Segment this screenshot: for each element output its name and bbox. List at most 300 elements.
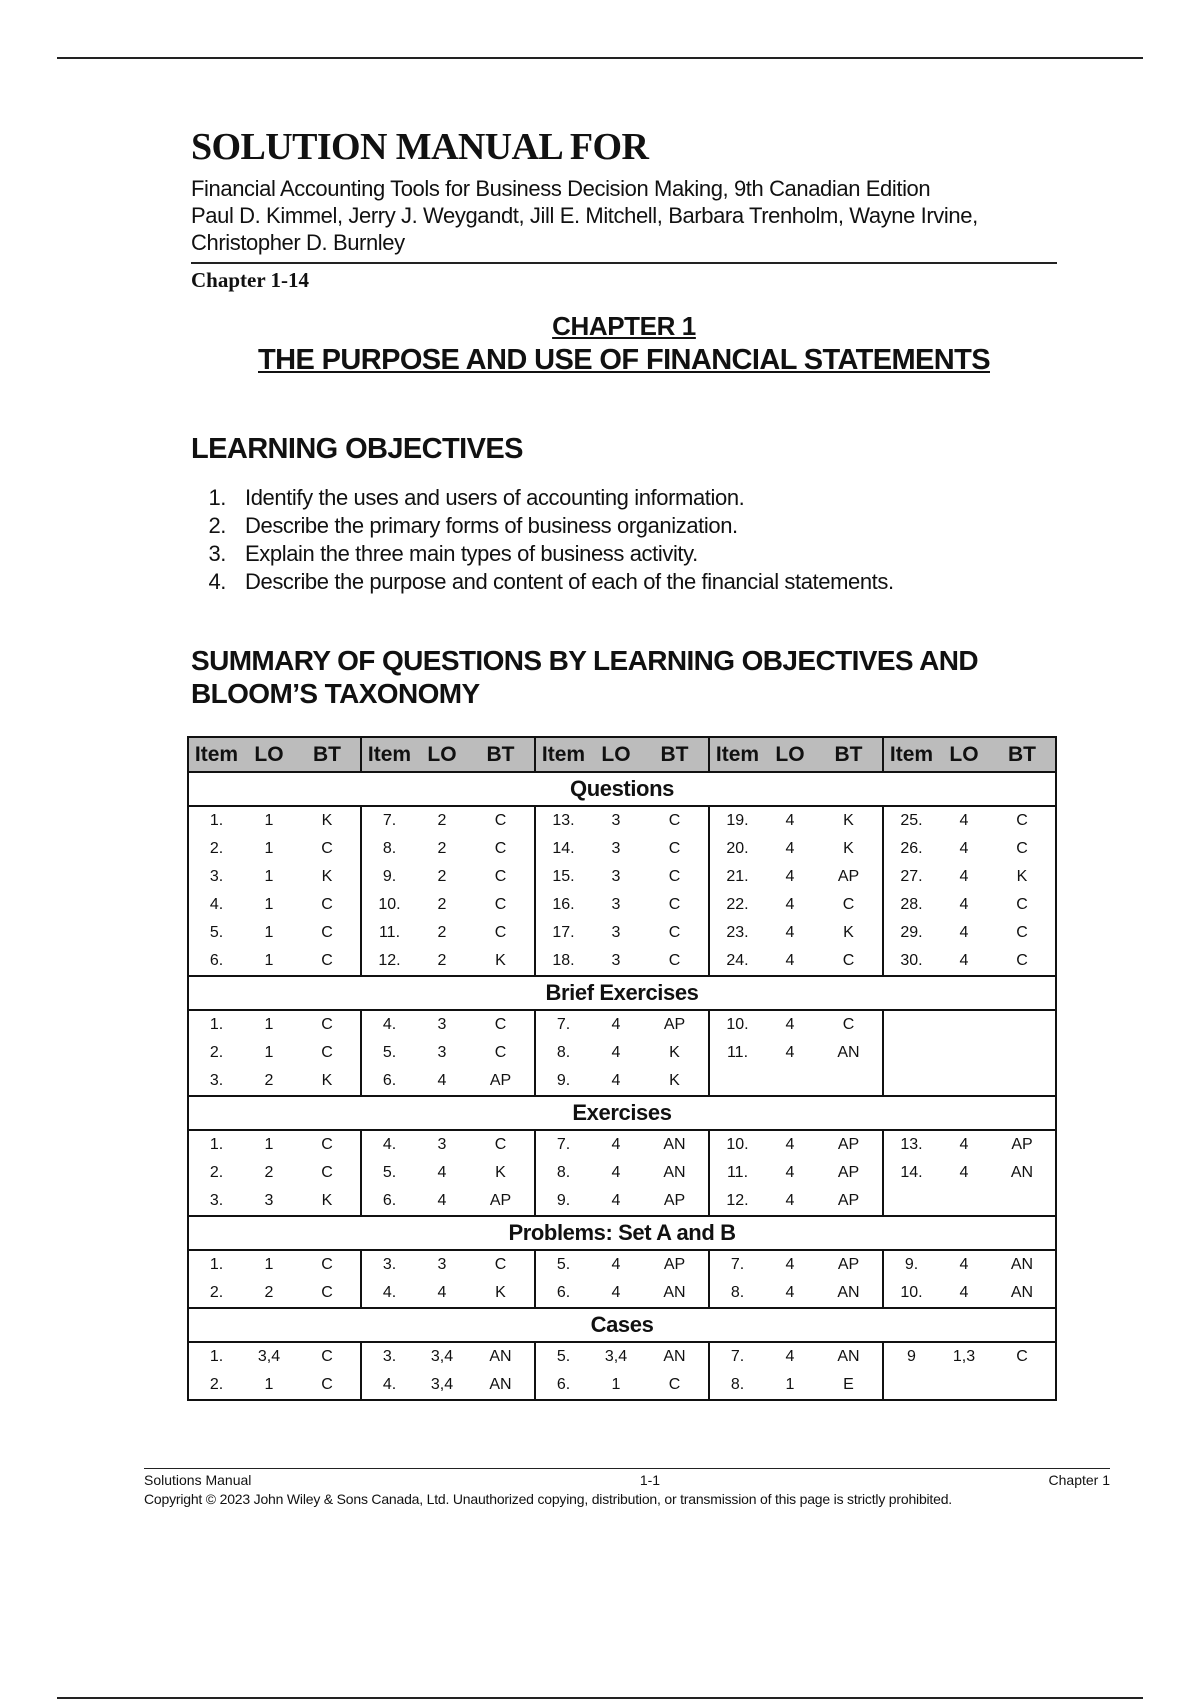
table-row [188,1130,1056,1159]
learning-objectives [191,432,1057,596]
chapter-label: CHAPTER 1 [552,311,696,341]
table-cell: 4 [591,1279,641,1308]
table-cell: 4. [188,891,244,919]
table-cell: C [294,1371,361,1400]
table-cell: AN [467,1371,535,1400]
table-cell: C [989,919,1056,947]
list-item-number: 1. [208,485,226,510]
table-cell: E [815,1371,883,1400]
footer-line [144,1468,1110,1489]
table-cell: C [294,1342,361,1371]
table-cell: 14. [535,835,591,863]
table-cell: 9. [361,863,417,891]
table-cell: 4 [785,1164,795,1181]
table-cell: 18. [535,947,591,976]
table-cell: 4 [417,1067,467,1096]
table-cell: 3 [437,1016,447,1033]
table-cell: 4 [785,896,795,913]
table-cell: 1 [264,868,274,885]
table-cell: K [294,806,361,835]
table-cell: K [467,1159,535,1187]
table-cell: 11. [361,919,417,947]
table-cell: 4 [959,896,969,913]
table-cell: 7. [535,1130,591,1159]
column-header: LO [244,737,294,772]
table-cell: 1 [591,1371,641,1400]
table-cell: K [294,863,361,891]
table-cell [883,1010,939,1039]
table-cell [883,1371,939,1400]
table-cell: 4 [591,1187,641,1216]
section-row [188,976,1056,1010]
table-cell: 7. [709,1250,765,1279]
table-cell: 16. [535,891,591,919]
table-cell: 1 [264,896,274,913]
table-cell: 4 [591,1067,641,1096]
table-cell: 8. [709,1279,765,1308]
table-cell: C [294,919,361,947]
table-cell: 19. [709,806,765,835]
table-cell: 2 [437,812,447,829]
table-cell: C [989,806,1056,835]
table-cell: 4. [361,1130,417,1159]
table-cell: 7. [361,806,417,835]
table-cell [939,1039,989,1067]
list-item-number: 3. [208,541,226,566]
table-cell: 3 [611,896,621,913]
table-row [188,891,1056,919]
table-cell: 3,4 [430,1348,454,1365]
table-cell: K [815,835,883,863]
summary-heading-line2: BLOOM’S TAXONOMY [191,678,480,709]
column-header: Item [535,737,591,772]
table-cell: 25. [883,806,939,835]
table-cell: AN [641,1130,709,1159]
summary-table-wrapper [187,736,1055,1401]
table-cell: 4 [939,1279,989,1308]
table-cell: 10. [709,1130,765,1159]
table-cell: AN [815,1342,883,1371]
table-cell: C [641,1371,709,1400]
table-cell: 1. [188,1342,244,1371]
table-cell: 3,4 [604,1348,628,1365]
table-cell: 4 [959,1136,969,1153]
table-cell: 5. [361,1039,417,1067]
table-cell: 4 [959,1164,969,1181]
table-cell: C [467,1010,535,1039]
table-cell: AP [989,1130,1056,1159]
table-cell: 4 [785,840,795,857]
table-cell: C [294,1010,361,1039]
table-cell: 23. [709,919,765,947]
table-cell: C [467,891,535,919]
table-cell: 1 [264,1256,274,1273]
table-cell: 4 [765,947,815,976]
table-cell: AN [641,1159,709,1187]
table-cell: 3 [611,868,621,885]
table-row [188,1279,1056,1308]
table-cell: 4 [959,840,969,857]
table-cell: 30. [883,947,939,976]
table-cell: 4. [361,1279,417,1308]
section-title: Questions [188,772,1056,806]
table-cell: C [467,835,535,863]
column-header: Item [883,737,939,772]
table-cell: 3 [437,1136,447,1153]
column-header: BT [641,737,709,772]
summary-heading-line1: SUMMARY OF QUESTIONS BY LEARNING OBJECTIVES AND [191,645,978,676]
list-item [191,568,1057,596]
column-header: BT [294,737,361,772]
table-row [188,1187,1056,1216]
page-footer [144,1468,1110,1509]
table-row [188,1159,1056,1187]
table-cell: 28. [883,891,939,919]
table-cell: 4 [611,1164,621,1181]
list-item [191,484,1057,512]
table-cell: 3 [611,840,621,857]
table-cell: 14. [883,1159,939,1187]
table-row [188,947,1056,976]
table-cell [939,1187,989,1216]
list-item-text: Describe the primary forms of business organization. [245,513,738,538]
table-cell: 1 [264,812,274,829]
table-cell: AP [815,863,883,891]
table-cell: 1 [264,1044,274,1061]
table-cell: 9. [535,1187,591,1216]
table-cell: 6. [188,947,244,976]
column-header: LO [765,737,815,772]
table-cell: 4 [437,1164,447,1181]
table-cell: 2. [188,1279,244,1308]
table-cell: 15. [535,863,591,891]
table-cell: 2. [188,1371,244,1400]
table-cell: C [467,863,535,891]
table-cell: AP [815,1159,883,1187]
table-cell: 10. [709,1010,765,1039]
table-cell: 5. [188,919,244,947]
table-cell: 1,3 [952,1348,976,1365]
table-cell: 2. [188,1039,244,1067]
table-cell: 12. [361,947,417,976]
column-header: Item [709,737,765,772]
section-row [188,1096,1056,1130]
table-cell: 5. [535,1250,591,1279]
table-cell: 5. [535,1342,591,1371]
table-cell [939,1010,989,1039]
table-cell: 4 [959,924,969,941]
table-cell: AP [641,1010,709,1039]
table-cell: K [467,1279,535,1308]
table-cell: C [815,1010,883,1039]
table-cell: 6. [535,1371,591,1400]
table-cell: 10. [883,1279,939,1308]
table-cell: 1. [188,1250,244,1279]
list-item [191,512,1057,540]
table-cell: 4 [611,1256,621,1273]
table-cell: 1 [264,1136,274,1153]
table-cell: C [641,835,709,863]
table-cell: 12. [709,1187,765,1216]
table-cell: 4 [611,1016,621,1033]
table-cell [939,1371,989,1400]
table-cell: 9. [883,1250,939,1279]
column-header: LO [939,737,989,772]
list-item-text: Identify the uses and users of accounting information. [245,485,745,510]
table-cell: 1. [188,806,244,835]
table-cell: 3. [361,1342,417,1371]
table-row [188,1250,1056,1279]
table-cell: AP [815,1187,883,1216]
table-cell: 29. [883,919,939,947]
table-cell: 1 [264,840,274,857]
table-cell: C [467,806,535,835]
table-cell [883,1067,939,1096]
table-cell [939,1067,989,1096]
chapter-title: THE PURPOSE AND USE OF FINANCIAL STATEMENTS [258,344,990,376]
table-cell: C [294,947,361,976]
table-cell [815,1067,883,1096]
table-cell: 4 [959,812,969,829]
document-title: SOLUTION MANUAL FOR [191,126,649,168]
table-cell [989,1010,1056,1039]
table-cell: C [641,863,709,891]
table-row [188,919,1056,947]
table-cell: 4 [785,812,795,829]
bottom-rule [57,1697,1143,1699]
section-row [188,1308,1056,1342]
table-cell: 3,4 [257,1348,281,1365]
table-cell: 2 [417,947,467,976]
table-cell: 7. [709,1342,765,1371]
section-title: Problems: Set A and B [188,1216,1056,1250]
table-row [188,806,1056,835]
table-cell: C [641,947,709,976]
table-cell: 9. [535,1067,591,1096]
table-cell: 4 [611,1044,621,1061]
table-cell: 26. [883,835,939,863]
book-title: Financial Accounting Tools for Business Decision Making, 9th Canadian Edition [191,176,931,201]
table-cell: C [641,919,709,947]
table-row [188,863,1056,891]
table-cell: 4. [361,1010,417,1039]
table-cell: 2 [244,1067,294,1096]
table-cell: C [294,1130,361,1159]
table-cell: 2. [188,1159,244,1187]
document-header [191,125,1057,294]
table-cell: 22. [709,891,765,919]
column-header: BT [467,737,535,772]
footer-page-number: 1-1 [639,1472,661,1488]
chapter-heading [191,310,1057,378]
footer-left: Solutions Manual [144,1472,252,1488]
table-cell: K [294,1187,361,1216]
table-cell: 3 [611,924,621,941]
table-cell: 11. [709,1039,765,1067]
table-cell: 4 [785,1256,795,1273]
section-row [188,1216,1056,1250]
table-cell: 4 [765,1279,815,1308]
table-cell: C [641,891,709,919]
table-cell: 9 [883,1342,939,1371]
table-cell [989,1187,1056,1216]
table-cell [989,1371,1056,1400]
header-divider [191,262,1057,264]
table-cell: 1 [244,1371,294,1400]
table-cell: 1. [188,1130,244,1159]
table-cell: 3,4 [417,1371,467,1400]
table-cell: 4 [765,1187,815,1216]
table-cell: 2 [437,896,447,913]
table-cell: 27. [883,863,939,891]
table-cell: AP [641,1250,709,1279]
table-cell: 2 [437,924,447,941]
table-cell [883,1039,939,1067]
table-cell: 4 [417,1279,467,1308]
table-cell: 13. [883,1130,939,1159]
table-cell: 6. [535,1279,591,1308]
table-cell: K [815,806,883,835]
table-cell: 2. [188,835,244,863]
table-cell: 4. [361,1371,417,1400]
column-header: BT [815,737,883,772]
table-cell: 13. [535,806,591,835]
column-header: LO [417,737,467,772]
book-authors: Paul D. Kimmel, Jerry J. Weygandt, Jill E. Mitchell, Barbara Trenholm, Wayne Irvine, Christopher D. Burnley [191,203,978,255]
table-row [188,1342,1056,1371]
section-title: Brief Exercises [188,976,1056,1010]
table-cell: 3 [244,1187,294,1216]
table-cell: 4 [417,1187,467,1216]
table-row [188,1039,1056,1067]
section-row [188,772,1056,806]
table-header-row [188,737,1056,772]
learning-objectives-list [191,484,1057,596]
list-item-text: Describe the purpose and content of each of the financial statements. [245,569,894,594]
table-cell: 6. [361,1187,417,1216]
table-cell: AN [467,1342,535,1371]
table-cell: 2 [437,868,447,885]
table-cell: K [989,863,1056,891]
table-cell: C [467,1250,535,1279]
top-rule [57,57,1143,59]
table-cell: AP [641,1187,709,1216]
table-cell: 1 [765,1371,815,1400]
table-cell: 8. [709,1371,765,1400]
column-header: BT [989,737,1056,772]
table-cell: AN [641,1279,709,1308]
table-cell: C [294,1279,361,1308]
table-cell: 3 [591,947,641,976]
table-cell: 4 [611,1136,621,1153]
table-cell: AN [641,1342,709,1371]
table-cell: 2 [437,840,447,857]
table-cell: C [989,891,1056,919]
table-cell: AN [989,1250,1056,1279]
table-cell: 4 [959,868,969,885]
table-cell: 4 [785,924,795,941]
table-cell: K [815,919,883,947]
table-cell: C [294,1039,361,1067]
table-cell: 4 [785,1348,795,1365]
table-cell: 24. [709,947,765,976]
table-cell: C [815,947,883,976]
table-cell: C [294,835,361,863]
table-cell: C [989,835,1056,863]
chapter-range: Chapter 1-14 [191,268,310,292]
table-cell: 1 [244,947,294,976]
table-cell: C [989,947,1056,976]
table-cell: 1 [264,924,274,941]
table-cell: 4 [939,947,989,976]
table-cell: C [467,919,535,947]
table-cell: 3 [437,1256,447,1273]
table-cell: 3 [437,1044,447,1061]
table-cell: 2 [264,1164,274,1181]
footer-right: Chapter 1 [1048,1472,1110,1488]
table-cell: 3 [611,812,621,829]
table-cell: 5. [361,1159,417,1187]
table-body [188,772,1056,1400]
table-cell: AN [815,1039,883,1067]
table-cell: C [815,891,883,919]
list-item-number: 2. [208,513,226,538]
table-cell: K [294,1067,361,1096]
table-cell [765,1067,815,1096]
table-cell: AP [467,1187,535,1216]
table-row [188,1010,1056,1039]
list-item-number: 4. [208,569,226,594]
table-row [188,835,1056,863]
table-cell: C [294,1250,361,1279]
table-cell: 11. [709,1159,765,1187]
table-cell: C [989,1342,1056,1371]
table-cell: 8. [535,1039,591,1067]
table-cell: C [294,891,361,919]
table-cell: 1 [264,1016,274,1033]
table-cell: 17. [535,919,591,947]
table-cell: AN [989,1279,1056,1308]
column-header: Item [361,737,417,772]
table-cell: 4 [785,1016,795,1033]
table-cell: 6. [361,1067,417,1096]
table-cell [709,1067,765,1096]
learning-objectives-heading: LEARNING OBJECTIVES [191,433,523,465]
column-header: Item [188,737,244,772]
table-row [188,1371,1056,1400]
table-cell: 7. [535,1010,591,1039]
table-cell: 3. [188,1067,244,1096]
table-cell: 4 [785,1136,795,1153]
summary-heading-block [191,644,1057,710]
table-cell: 3. [188,1187,244,1216]
table-cell: C [294,1159,361,1187]
table-cell [883,1187,939,1216]
table-cell: 1. [188,1010,244,1039]
table-cell: K [641,1067,709,1096]
table-cell: AP [815,1130,883,1159]
table-cell: 8. [361,835,417,863]
table-cell: AP [815,1250,883,1279]
table-cell: AN [815,1279,883,1308]
section-title: Cases [188,1308,1056,1342]
table-cell: AN [989,1159,1056,1187]
table-row [188,1067,1056,1096]
table-cell: 4 [785,868,795,885]
column-header: LO [591,737,641,772]
table-cell: 4 [785,1044,795,1061]
section-title: Exercises [188,1096,1056,1130]
